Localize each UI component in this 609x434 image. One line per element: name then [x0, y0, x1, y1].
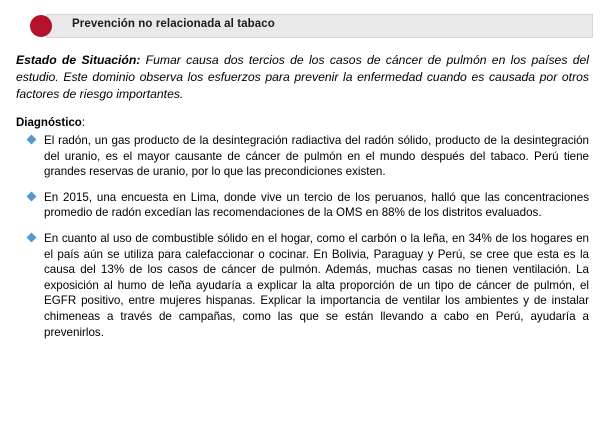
list-item-text: El radón, un gas producto de la desintegración radiactiva del radón sólido, producto de la desintegración del uranio, es el mayor causante de cáncer de pulmón en el mundo después del tabaco. Perú tiene grandes reservas de uranio, por lo que las precondiciones existen.: [44, 134, 589, 179]
diamond-bullet-icon: [27, 233, 37, 243]
diagnostic-heading: [16, 117, 593, 129]
diagnostic-label: Diagnóstico: [16, 117, 82, 129]
situation-label: Estado de Situación:: [16, 53, 141, 67]
situation-paragraph: [16, 52, 593, 103]
red-circle-icon: [30, 15, 52, 37]
list-item: [16, 133, 593, 180]
list-item: [16, 190, 593, 221]
list-item-text: En cuanto al uso de combustible sólido en el hogar, como el carbón o la leña, en 34% de los hogares en el país aún se utiliza para calefaccionar o cocinar. En Bolivia, Paraguay y Perú, se cree que esta es la causa del 13% de los casos de cáncer de pulmón. Además, muchas casas no tienen ventilación. La exposición al humo de leña ayudaría a explicar la alta proporción de un tipo de cáncer de pulmón, el EGFR positivo, entre mujeres hispanas. Explicar la importancia de ventilar los ambientes y de instalar chimeneas a través de campañas, como las que se están llevando a cabo en Perú, ayudaría a prevenirlos.: [44, 231, 589, 339]
diagnostic-list: [16, 133, 593, 340]
diagnostic-colon: :: [81, 117, 86, 129]
situation-text: Fumar causa dos tercios de los casos de cáncer de pulmón en los países del estudio. Este dominio observa los esfuerzos para prevenir la enfermedad cuando es causada por otros factores de riesgo importantes.: [16, 53, 589, 101]
diamond-bullet-icon: [27, 135, 37, 145]
section-header: [46, 14, 593, 40]
list-item: [16, 231, 593, 340]
section-title: Prevención no relacionada al tabaco: [72, 18, 275, 30]
list-item-text: En 2015, una encuesta en Lima, donde vive un tercio de los peruanos, halló que las concentraciones promedio de radón excedían las recomendaciones de la OMS en 88% de los distritos evaluados.: [44, 190, 589, 220]
diamond-bullet-icon: [27, 191, 37, 201]
